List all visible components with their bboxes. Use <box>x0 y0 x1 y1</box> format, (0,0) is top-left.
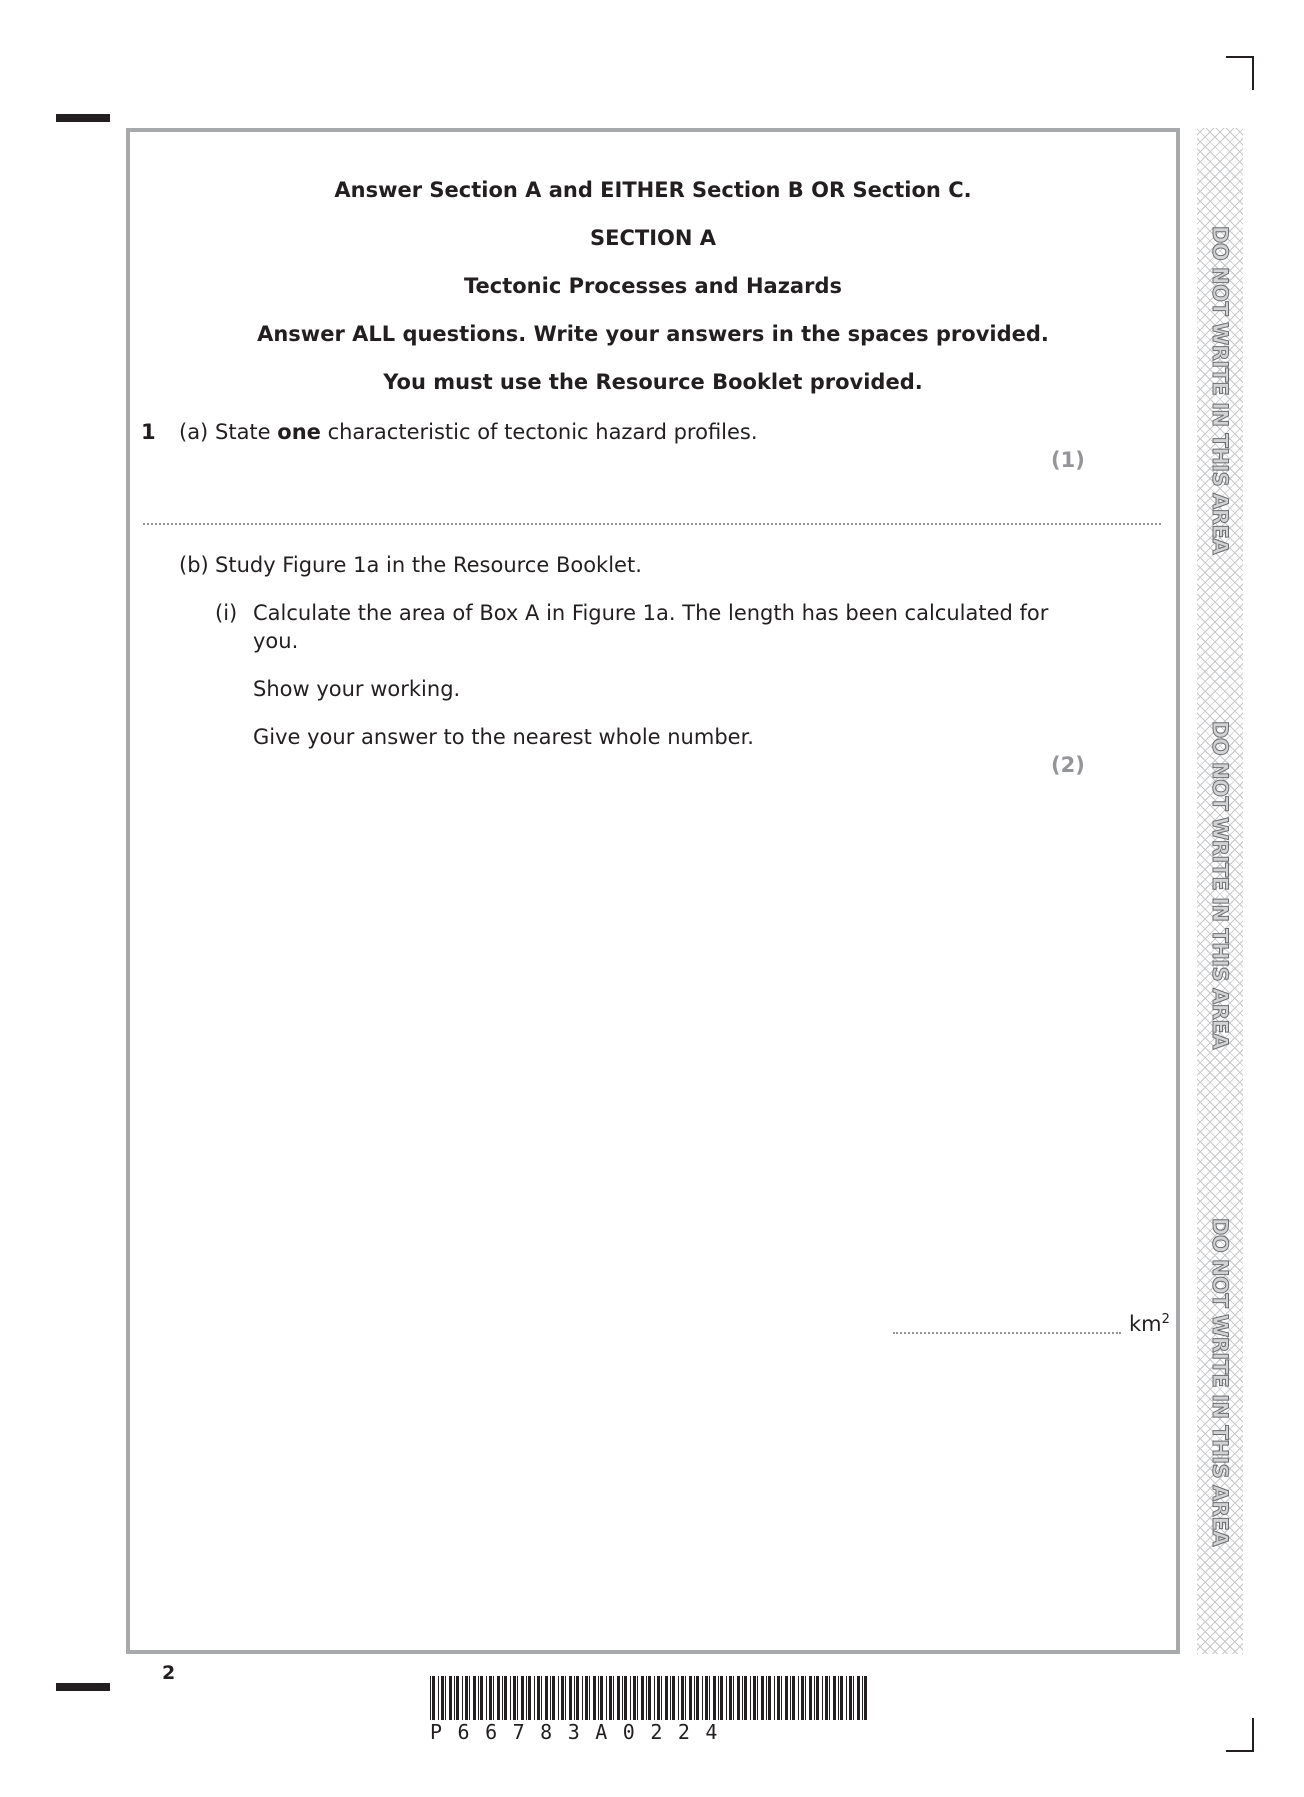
answer-line[interactable] <box>143 523 1161 525</box>
answer-frame <box>126 128 1180 1654</box>
resource-instruction: You must use the Resource Booklet provided. <box>383 370 923 394</box>
registration-bar-bottom <box>56 1683 110 1691</box>
rounding-instruction: Give your answer to the nearest whole number. <box>253 725 754 749</box>
section-instruction: Answer Section A and EITHER Section B OR Section C. <box>334 178 972 202</box>
crop-mark-bottom <box>1226 1750 1254 1752</box>
barcode <box>430 1676 872 1720</box>
page-number: 2 <box>162 1662 176 1684</box>
part-b-i-label: (i) <box>215 601 238 625</box>
registration-bar-top <box>56 114 110 122</box>
barcode-text: P66783A0224 <box>430 1720 733 1744</box>
topic-title: Tectonic Processes and Hazards <box>463 274 842 298</box>
crop-mark-bottom <box>1252 1718 1254 1752</box>
working-instruction: Show your working. <box>253 677 461 701</box>
part-b-text: Study Figure 1a in the Resource Booklet. <box>215 553 642 577</box>
part-b-label: (b) <box>179 553 209 577</box>
part-a-marks: (1) <box>1051 448 1085 472</box>
crop-mark-top <box>1252 56 1254 90</box>
section-title: SECTION A <box>589 226 716 250</box>
part-b-i-text-continued: you. <box>253 629 299 653</box>
part-b-i-marks: (2) <box>1051 753 1085 777</box>
crop-mark-top <box>1226 56 1254 58</box>
part-a-text: State one characteristic of tectonic hazard profiles. <box>215 420 758 444</box>
answer-instruction: Answer ALL questions. Write your answers in the spaces provided. <box>257 322 1049 346</box>
area-unit: $km^2$ <box>1129 1312 1170 1336</box>
question-number: 1 <box>141 420 156 444</box>
part-b-i-text: Calculate the area of Box A in Figure 1a. The length has been calculated for <box>253 601 1049 625</box>
area-answer-line[interactable] <box>893 1332 1121 1334</box>
part-a-label: (a) <box>179 420 209 444</box>
